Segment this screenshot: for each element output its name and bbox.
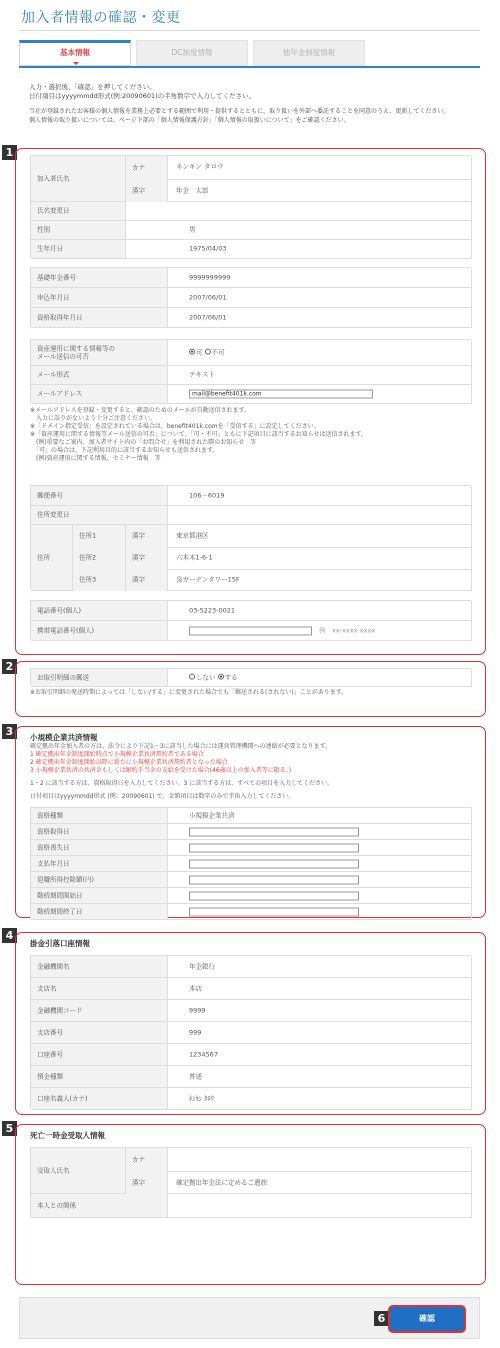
section-small-business [15,726,486,918]
mailing-table [30,668,471,686]
radio-on-icon[interactable] [218,673,224,679]
table-row [31,506,472,525]
info-line: 1 確定拠出年金制度開始時点で小規模企業共済契約者である場合 [30,751,204,758]
field-label: 氏名変更日 [31,202,126,220]
field-label: 資格取得年月日 [31,308,168,327]
table-row [31,601,472,621]
gender-value: 男 [189,225,196,234]
mobile-example: 例 xx-xxxx-xxxx [319,626,376,635]
zip-value: 106－6019 [189,491,225,500]
table-row [31,1148,472,1194]
field-label: 郵便番号 [31,486,168,505]
field-label: 電話番号(個人) [31,601,168,620]
field-label: 支払年月日 [31,856,168,871]
field-label: 住所変更日 [31,506,168,524]
field-label: メールアドレス [31,385,168,403]
table-row [31,1066,472,1088]
table-row [31,268,472,288]
table-row [31,872,472,888]
service-end-date-field[interactable] [189,907,359,916]
table-row [31,669,472,687]
qual-acquire-date-field[interactable] [189,827,359,836]
confirm-button[interactable]: 確認 [388,1305,466,1333]
field-label: 加入者氏名 [31,156,126,201]
table-row [31,288,472,308]
section-badge-5: 5 [2,1121,17,1136]
note-line: ※「ドメイン指定受信」を設定されている場合は、benefit401k.comを「受信する」に設定してください。 [30,423,320,430]
field-label: 預金種類 [31,1066,168,1087]
kanji-value: 年金 太郎 [176,186,209,195]
sub-label: 住所3 [73,569,126,591]
info-line: 確定拠出年金加入者の方は、法令により下記1～3に該当した場合には運営管理機関への連絡が必要となります。 [30,743,332,750]
note-line: (例)資産運用に関する情報、セミナー情報 等 [30,455,161,462]
field-label: メール形式 [31,366,168,384]
table-row [31,904,472,920]
address-table [30,485,471,590]
field-value: 1234567 [189,1050,218,1059]
table-row [31,1194,472,1218]
table-row [31,525,472,591]
qual-loss-date-field[interactable] [189,843,359,852]
table-row [31,1022,472,1044]
tab-dc-info[interactable]: DC制度情報 [136,40,248,66]
instruction-line: 日付項目はyyyymmdd形式 (例：20090601) で、金額項目は数字のみで半角入力してください。 [30,793,295,800]
intro-line: 当社が登録されたお客様の個人情報を業務上必要とする範囲で利用・提供するとともに、取り扱いを外部へ委託することを同意のうえ、更新してください。 [29,108,450,115]
info-line: 3 小規模企業共済の共済金もしくは解約手当金の支給を受けた場合(46歳以上の加入者等に限る。) [30,767,292,774]
note-line: ※「資産運用に関する情報等メール送信の可否」について、「可・不可」ともに下記項目に該当するお知らせは送信されます。 [30,431,368,438]
field-value: 普通 [189,1072,202,1081]
radio-off-icon[interactable] [189,673,195,679]
table-row [31,978,472,1000]
table-row [31,956,472,978]
active-tab-arrow-icon [73,62,79,65]
page-title: 加入者情報の確認・変更 [21,10,181,26]
table-row [31,156,472,202]
table-row [31,1044,472,1066]
mail-table [30,339,471,403]
table-row [31,308,472,328]
radio-off-icon[interactable] [205,348,211,354]
field-label: 資格喪失日 [31,840,168,855]
beneficiary-kanji-value: 確定拠出年金法に定めるご遺族 [176,1178,267,1187]
field-label: 金融機関コード [31,1000,168,1021]
field-label: 本人との関係 [31,1194,168,1217]
section-personal-info [15,148,486,655]
note-line: (例)重要なご案内、加入者サイト内の「お問合せ」を利用された際のお知らせ 等 [30,439,257,446]
personal-table [30,155,471,258]
tab-other-pension-info[interactable]: 他年金制度情報 [253,40,365,66]
table-row [31,888,472,904]
section-title: 死亡一時金受取人情報 [30,1131,105,1140]
info-line: 2 確定拠出年金制度開始以降に新たに小規模企業共済契約者となった場合 [30,759,228,766]
field-label: 金融機関名 [31,956,168,977]
phone-table [30,600,471,640]
field-value: 999 [189,1028,202,1037]
section-title: 小規模企業共済情報 [30,733,98,742]
field-value: ﾈﾝｷﾝ ﾀﾛｳ [189,1094,214,1103]
instruction-line: 1・2 に該当する方は、資格取得日を入力してください。3 に該当する方は、すべての項目を入力してください。 [30,780,334,787]
tab-basic-info[interactable] [19,40,131,66]
section-badge-6: 6 [374,1311,389,1326]
table-row [31,221,472,240]
sub-label: 漢字 [126,547,168,569]
field-label: 基礎年金番号 [31,268,168,287]
section-mailing [15,661,486,717]
qualify-date-value: 2007/06/01 [189,313,227,322]
service-start-date-field[interactable] [189,891,359,900]
table-row [31,856,472,872]
sub-label: 漢字 [126,179,168,202]
field-label: 資格取得日 [31,824,168,839]
pension-no-value: 9999999999 [189,273,231,282]
sub-label: 住所2 [73,547,126,569]
section-title: 掛金引落口座情報 [30,939,90,948]
tab-label: 基本情報 [60,48,90,57]
field-label: 性別 [31,221,126,239]
pension-table [30,267,471,327]
table-row [31,385,472,404]
sub-label: カナ [126,1148,168,1171]
field-label: 口座名義人(カナ) [31,1088,168,1109]
field-label: 資格種類 [31,808,168,823]
table-row [31,486,472,506]
table-row [31,808,472,824]
apply-date-value: 2007/06/01 [189,293,227,302]
field-label: 申込年月日 [31,288,168,307]
field-label: 住所 [31,525,73,590]
field-label: 支店名 [31,978,168,999]
address-2-value: 六本木1-6-1 [176,553,213,562]
section-badge-4: 4 [2,928,17,943]
sub-label: 住所1 [73,525,126,547]
address-1-value: 東京都港区 [176,531,209,540]
radio-on-icon[interactable] [189,348,195,354]
section-badge-3: 3 [2,724,17,739]
table-row [31,621,472,641]
bank-table [30,955,471,1109]
field-label: 携帯電話番号(個人) [31,621,168,640]
sub-label: カナ [126,156,168,179]
retirement-deduction-field[interactable] [189,875,359,884]
tab-bar [19,40,480,68]
table-row [31,1088,472,1110]
field-label: 勤続期間開始日 [31,888,168,903]
field-label: 退職所得控除額(円) [31,872,168,887]
intro-line: 個人情報の取り扱いについては、ページ下部の「個人情報保護方針」「個人情報の取扱いについて」をご確認ください。 [29,117,350,124]
mailing-radio-group[interactable]: しない する [189,673,238,682]
field-value: 本店 [189,984,202,993]
sub-label: 漢字 [126,525,168,547]
field-label: 受取人氏名 [31,1148,126,1193]
field-value: 9999 [189,1006,206,1015]
qualification-value: 小規模企業共済 [189,811,235,820]
beneficiary-table [30,1147,471,1217]
intro-line: 入力・選択後、「確認」を押してください。 [29,83,156,91]
field-label: お取引明細の郵送 [31,669,168,686]
mobile-phone-field[interactable] [189,626,312,635]
mailing-note: ※お取引明細の発送時期によっては「しない/する」に変更された場合でも「郵送される(されない)」ことがあります。 [30,689,348,696]
field-label: 生年月日 [31,240,126,258]
address-3-value: 泉ガーデンタワー15F [176,575,240,584]
note-line: 「可」の場合は、下記利用目的に該当するお知らせも送信されます。 [30,447,219,454]
mail-consent-radio-group[interactable]: 可 不可 [189,348,225,357]
section-badge-1: 1 [2,145,17,160]
table-row [31,202,472,221]
note-line: 入力に誤りがないよう十分ご注意ください。 [30,415,157,422]
table-row [31,366,472,385]
section-bank-account [15,932,486,1115]
mail-format-value: テキスト [189,370,215,379]
table-row [31,824,472,840]
sub-label: 漢字 [126,569,168,591]
intro-line: 日付項目はyyyymmdd形式(例:20090601)の半角数字で入力してください。 [29,92,256,100]
field-label: 資産運用に関する情報等の メール送信の可否 [31,340,168,365]
kana-value: ネンキン タロウ [176,162,224,171]
payment-date-field[interactable] [189,859,359,868]
title-divider [19,30,480,31]
dob-value: 1975/04/03 [189,244,227,253]
small-business-table [30,807,471,919]
email-field[interactable]: mail@benefit401k.com [189,390,373,399]
section-beneficiary [15,1124,486,1285]
sub-label: 漢字 [126,1171,168,1194]
table-row [31,240,472,259]
field-label: 口座番号 [31,1044,168,1065]
phone-value: 03-5223-0021 [189,606,236,615]
table-row [31,840,472,856]
section-badge-2: 2 [2,659,17,674]
table-row [31,340,472,366]
field-label: 支店番号 [31,1022,168,1043]
field-value: 年金銀行 [189,962,215,971]
field-label: 勤続期間終了日 [31,904,168,919]
note-line: ※メールアドレスを登録・変更すると、確認のためのメールが自動送信されます。 [30,407,251,414]
table-row [31,1000,472,1022]
